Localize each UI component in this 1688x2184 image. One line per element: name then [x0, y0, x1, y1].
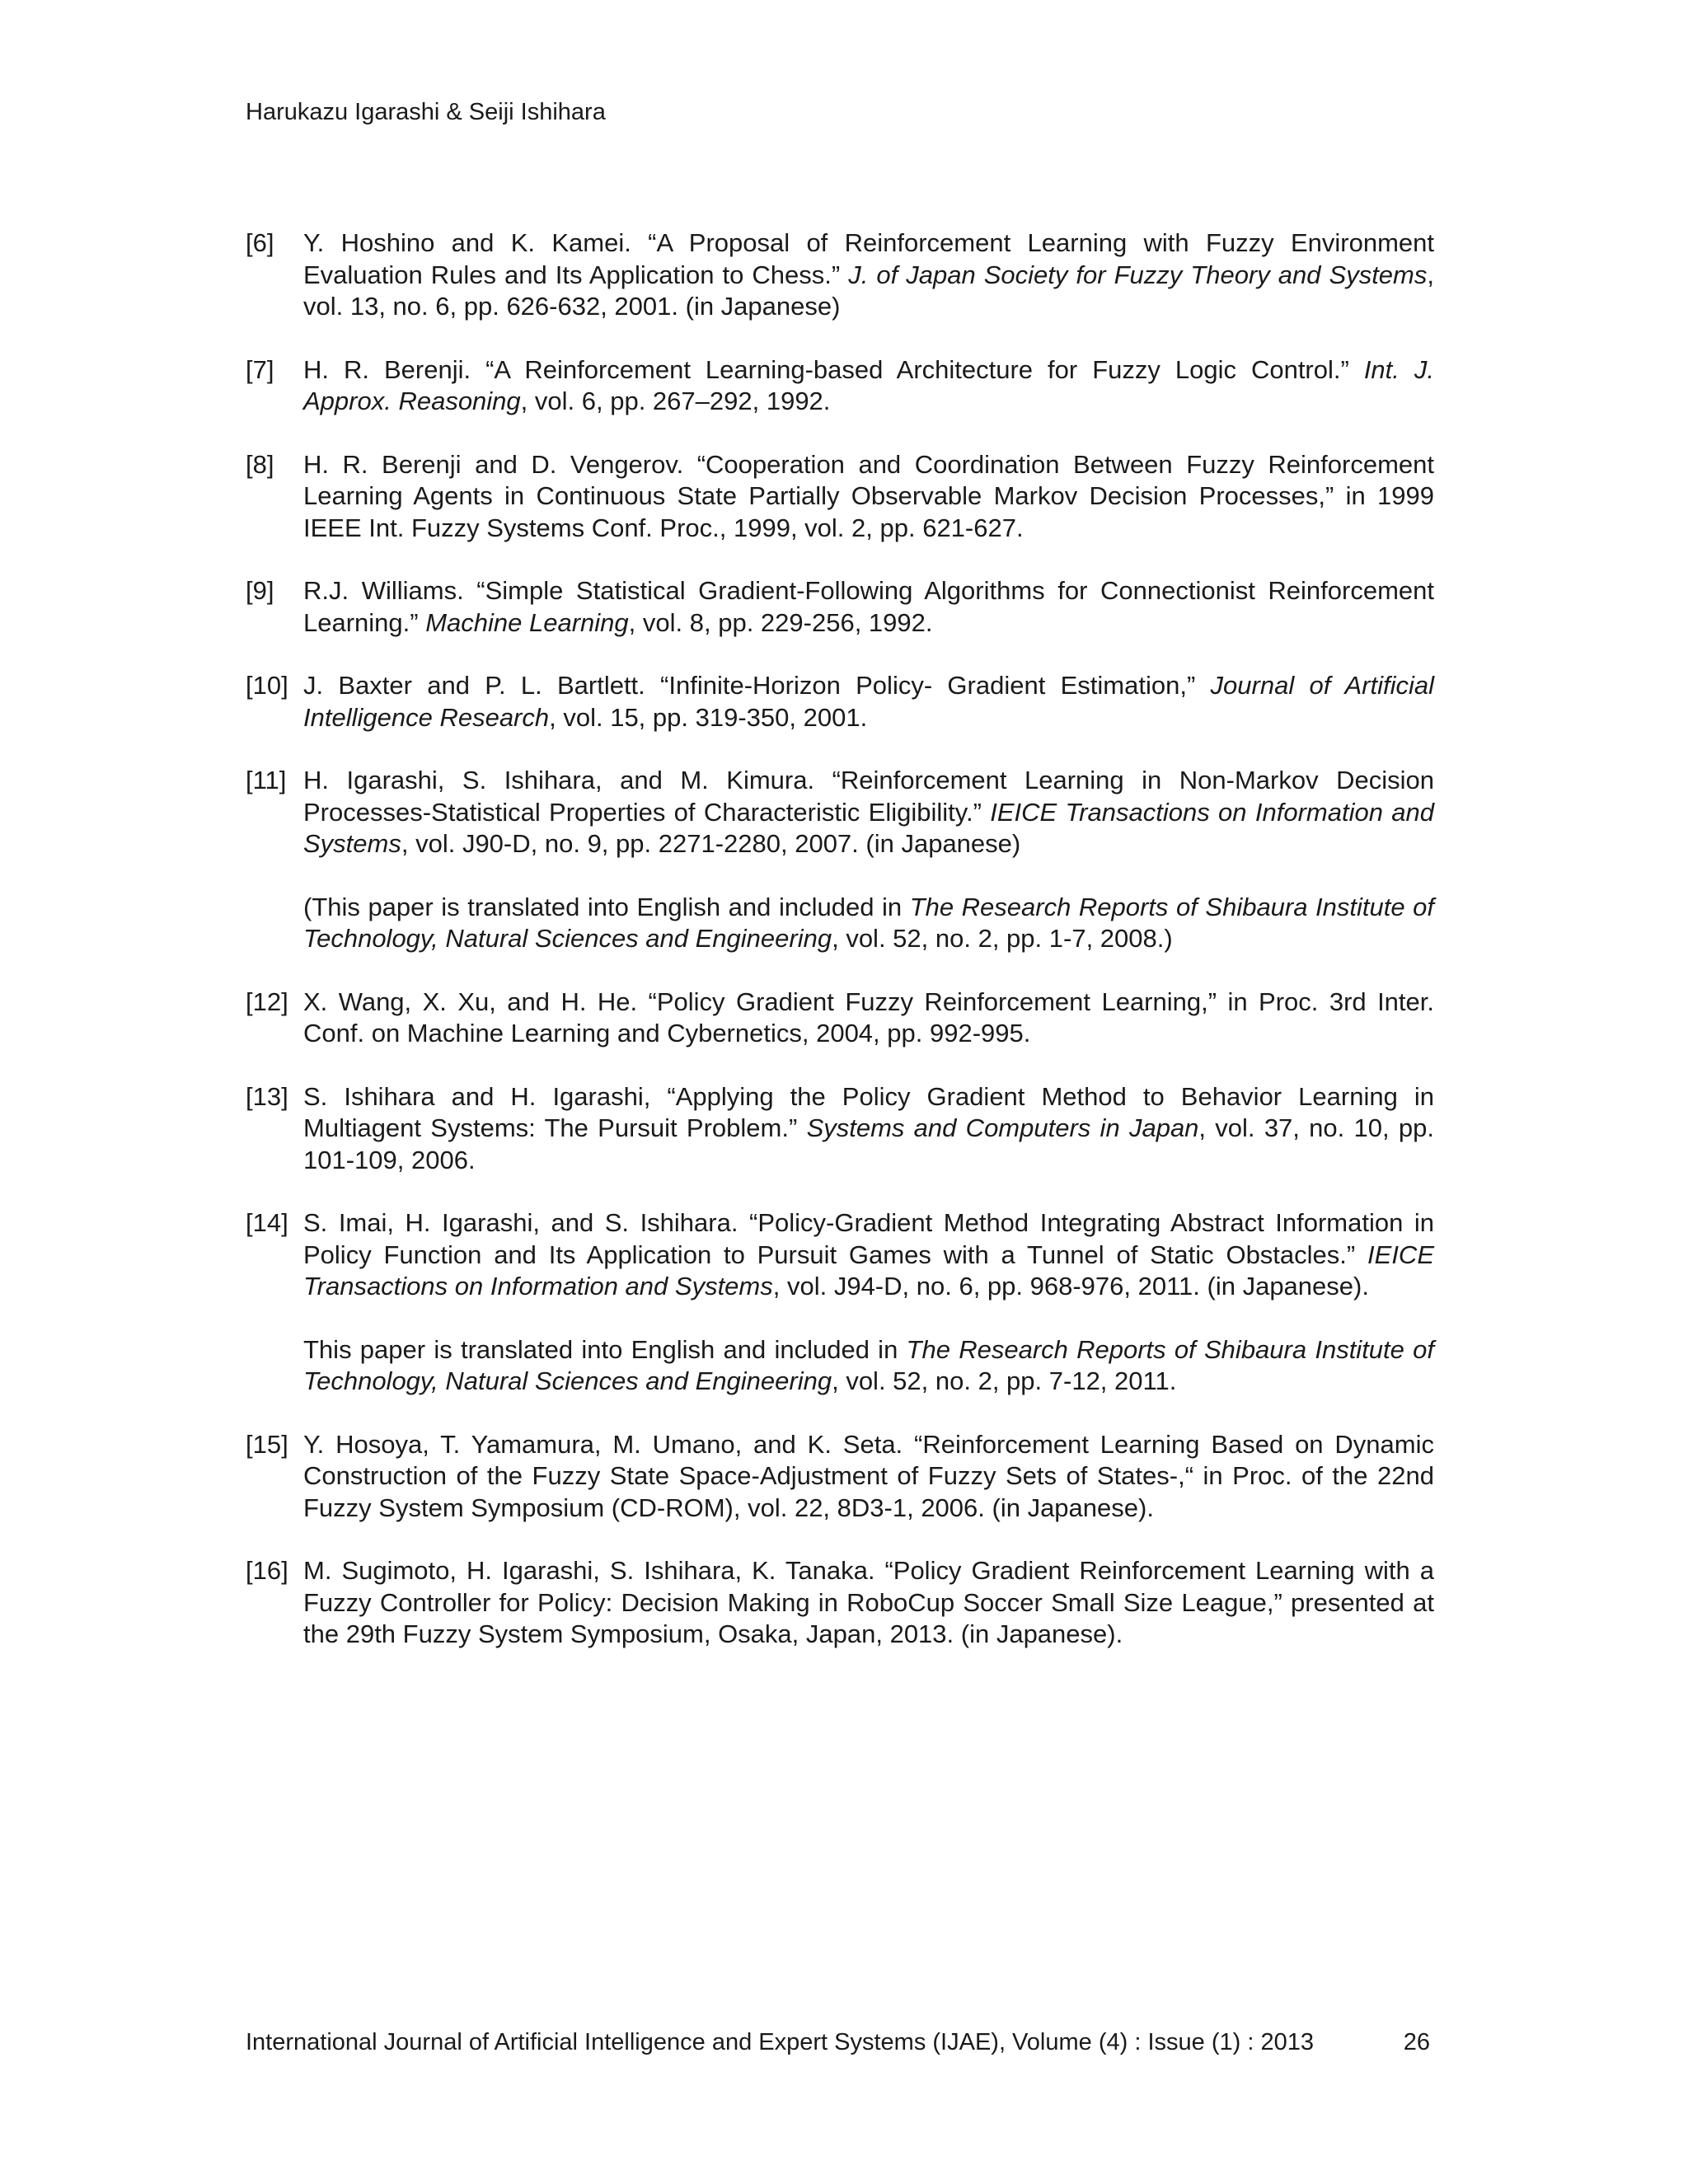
reference-translation-note — [303, 1334, 1434, 1398]
reference-venue: Int. J. Approx. Reasoning — [303, 354, 1434, 415]
reference-text — [303, 227, 1434, 323]
reference-number: [13] — [246, 1081, 288, 1111]
reference-venue: IEICE Transactions on Information and Systems — [303, 1240, 1434, 1301]
reference-entry — [246, 670, 1434, 733]
reference-venue: J. of Japan Society for Fuzzy Theory and Systems — [848, 260, 1428, 289]
reference-text — [303, 354, 1434, 418]
reference-number: [11] — [246, 766, 287, 794]
reference-number: [6] — [246, 228, 274, 257]
reference-entry — [246, 354, 1434, 418]
reference-segment: H. Igarashi, S. Ishihara, and M. Kimura. “Reinforcement Learning in Non-Markov Decision Processes-Statistical Properties of Characteristic Eligibility.” — [303, 766, 1434, 827]
reference-entry — [246, 765, 1434, 860]
reference-text — [303, 1081, 1434, 1177]
reference-translation-note — [303, 892, 1434, 955]
reference-venue: Journal of Artificial Intelligence Research — [303, 671, 1434, 732]
reference-text — [303, 1207, 1434, 1303]
running-header-authors: Harukazu Igarashi & Seiji Ishihara — [246, 99, 606, 125]
reference-segment: M. Sugimoto, H. Igarashi, S. Ishihara, K. Tanaka. “Policy Gradient Reinforcement Learning with a Fuzzy Controller for Policy: Decision Making in RoboCup Soccer Small Size League,” presented at the 29th Fuzzy System Symposium, Osaka, Japan, 2013. (in Japanese). — [303, 1556, 1434, 1648]
reference-number: [12] — [246, 987, 288, 1016]
reference-segment: , vol. 13, no. 6, pp. 626-632, 2001. (in Japanese) — [303, 260, 1434, 321]
reference-segment: S. Ishihara and H. Igarashi, “Applying the Policy Gradient Method to Behavior Learning in Multiagent Systems: The Pursuit Problem.” — [303, 1081, 1434, 1142]
reference-number: [16] — [246, 1556, 288, 1585]
reference-number: [14] — [246, 1208, 288, 1237]
reference-entry — [246, 1207, 1434, 1303]
reference-segment: H. R. Berenji. “A Reinforcement Learning-based Architecture for Fuzzy Logic Control.” — [303, 354, 1364, 384]
reference-segment: , vol. 8, pp. 229-256, 1992. — [628, 607, 933, 637]
reference-entry — [246, 1555, 1434, 1651]
reference-segment: , vol. J90-D, no. 9, pp. 2271-2280, 2007. (in Japanese) — [401, 829, 1021, 858]
reference-segment: Y. Hosoya, T. Yamamura, M. Umano, and K. Seta. “Reinforcement Learning Based on Dynamic Construction of the Fuzzy State Space-Adjustment of Fuzzy Sets of States-,“ in Proc. of the 22nd Fuzzy System Symposium (CD-ROM), vol. 22, 8D3-1, 2006. (in Japanese). — [303, 1429, 1434, 1522]
reference-segment: , vol. J94-D, no. 6, pp. 968-976, 2011. (in Japanese). — [772, 1272, 1369, 1301]
reference-number: [7] — [246, 354, 274, 384]
reference-entry — [246, 987, 1434, 1050]
reference-segment: , vol. 15, pp. 319-350, 2001. — [549, 702, 868, 732]
reference-list — [246, 227, 1434, 1682]
running-footer — [246, 2027, 1434, 2057]
reference-venue: Machine Learning — [425, 607, 629, 637]
reference-venue: IEICE Transactions on Information and Systems — [303, 797, 1434, 858]
reference-number: [9] — [246, 576, 274, 605]
reference-text — [303, 765, 1434, 860]
reference-venue: The Research Reports of Shibaura Institute of Technology, Natural Sciences and Engineering — [303, 1334, 1434, 1395]
reference-segment: , vol. 37, no. 10, pp. 101-109, 2006. — [303, 1113, 1435, 1174]
reference-segment: , vol. 6, pp. 267–292, 1992. — [520, 387, 831, 415]
reference-segment: , vol. 52, no. 2, pp. 1-7, 2008.) — [832, 924, 1173, 953]
reference-entry — [246, 227, 1434, 323]
reference-segment: , vol. 52, no. 2, pp. 7-12, 2011. — [832, 1366, 1177, 1395]
reference-segment: R.J. Williams. “Simple Statistical Gradient-Following Algorithms for Connectionist Reinforcement Learning.” — [303, 576, 1434, 637]
reference-text — [303, 670, 1434, 733]
page-number: 26 — [1403, 2029, 1430, 2055]
reference-venue: The Research Reports of Shibaura Institute of Technology, Natural Sciences and Engineering — [303, 892, 1435, 953]
reference-text — [303, 1429, 1434, 1525]
reference-number: [8] — [246, 449, 274, 479]
reference-text — [303, 987, 1434, 1050]
reference-text — [303, 575, 1434, 639]
reference-entry — [246, 449, 1434, 545]
reference-segment: S. Imai, H. Igarashi, and S. Ishihara. “Policy-Gradient Method Integrating Abstract Information in Policy Function and Its Application to Pursuit Games with a Tunnel of Static Obstacles.” — [303, 1208, 1434, 1269]
reference-segment: X. Wang, X. Xu, and H. He. “Policy Gradient Fuzzy Reinforcement Learning,” in Proc. 3rd Inter. Conf. on Machine Learning and Cybernetics, 2004, pp. 992-995. — [303, 987, 1434, 1047]
reference-entry — [246, 1081, 1434, 1177]
reference-text — [303, 449, 1434, 545]
reference-number: [10] — [246, 671, 288, 700]
reference-text — [303, 1555, 1434, 1651]
reference-number: [15] — [246, 1429, 288, 1459]
footer-journal-citation: International Journal of Artificial Intelligence and Expert Systems (IJAE), Volume (4) : Issue (1) : 2013 — [246, 2029, 1314, 2055]
reference-segment: This paper is translated into English and included in — [303, 1334, 907, 1364]
reference-entry — [246, 1429, 1434, 1525]
reference-segment: J. Baxter and P. L. Bartlett. “Infinite-Horizon Policy- Gradient Estimation,” — [303, 671, 1211, 700]
reference-segment: (This paper is translated into English and included in — [303, 892, 910, 921]
reference-segment: H. R. Berenji and D. Vengerov. “Cooperation and Coordination Between Fuzzy Reinforcement Learning Agents in Continuous State Partially Observable Markov Decision Processes,” in 1999 IEEE Int. Fuzzy Systems Conf. Proc., 1999, vol. 2, pp. 621-627. — [303, 449, 1434, 542]
reference-segment: Y. Hoshino and K. Kamei. “A Proposal of Reinforcement Learning with Fuzzy Environment Evaluation Rules and Its Application to Chess.” — [303, 228, 1434, 289]
reference-entry — [246, 575, 1434, 639]
reference-venue: Systems and Computers in Japan — [806, 1113, 1199, 1142]
